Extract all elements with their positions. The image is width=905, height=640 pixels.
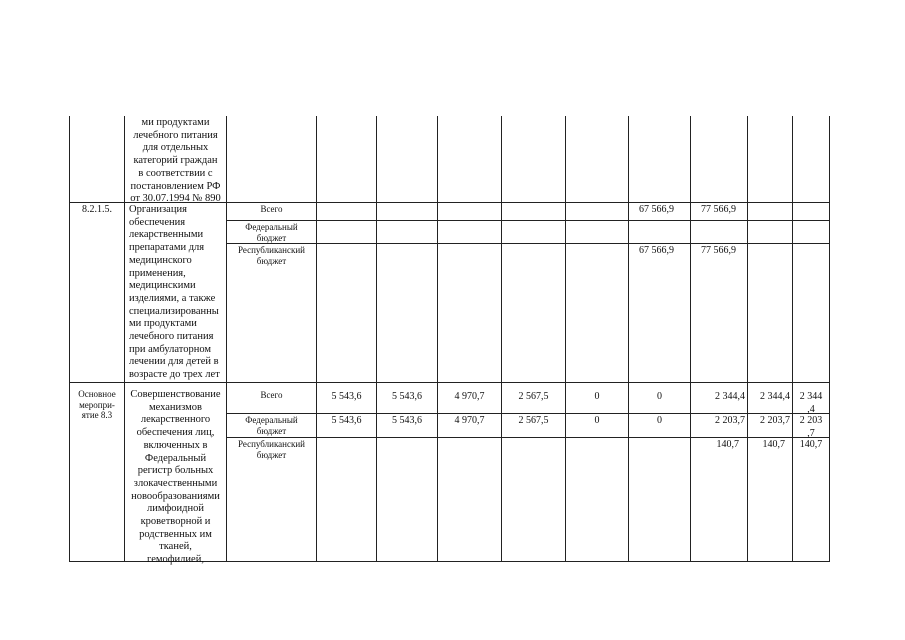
row-1-source-federal: Федеральный бюджет xyxy=(245,222,298,243)
row-1-source-total: Всего xyxy=(260,204,283,214)
row-2-source-republic: Республиканский бюджет xyxy=(237,439,305,460)
table-cell: 5 543,6 xyxy=(331,415,362,426)
table-cell: 140,7 xyxy=(762,439,785,450)
row-2-description: Совершенствование механизмов лекарственного обеспечения лиц, включенных в Федеральный регистр больных злокачественными новообразованиями лимфоидной кроветворной и родственных им тканей, гемофилией, xyxy=(130,389,221,566)
table-cell: 0 xyxy=(594,415,600,426)
table-cell: 2 344,4 xyxy=(715,391,745,402)
table-cell: 140,7 xyxy=(716,439,739,450)
table-cell: 2 203 ,7 xyxy=(799,415,823,439)
row-0-description: ми продуктами лечебного питания для отдельных категорий граждан в соответствии с постановлением РФ от 30.07.1994 № 890 xyxy=(130,117,221,205)
row-1-source-republic: Республиканский бюджет xyxy=(237,245,305,266)
table-cell: 4 970,7 xyxy=(454,391,485,402)
table-cell: 5 543,6 xyxy=(331,391,362,402)
row-2-source-federal: Федеральный бюджет xyxy=(245,415,298,436)
table-cell: 5 543,6 xyxy=(392,391,422,402)
table-cell: 2 567,5 xyxy=(518,415,549,426)
table-cell: 2 344,4 xyxy=(760,391,790,402)
table-cell: 77 566,9 xyxy=(701,204,736,215)
row-2-source-total: Всего xyxy=(260,390,283,400)
table-cell: 2 203,7 xyxy=(715,415,745,426)
table-cell: 2 567,5 xyxy=(518,391,549,402)
row-1-code: 8.2.1.5. xyxy=(82,204,112,215)
table-cell: 2 344 ,4 xyxy=(799,391,823,415)
table-cell: 0 xyxy=(657,415,662,426)
table-cell: 0 xyxy=(657,391,662,402)
row-1-description: Организация обеспечения лекарственными препаратами для медицинского применения, медицинскими изделиями, а также специализированны ми продуктами лечебного питания при амбулаторном лечении для детей в возрасте до трех лет xyxy=(129,204,220,381)
row-2-code: Основное меропри- ятие 8.3 xyxy=(78,389,116,420)
table-cell: 140,7 xyxy=(799,439,823,450)
table-cell: 77 566,9 xyxy=(701,245,736,256)
table-cell: 2 203,7 xyxy=(760,415,790,426)
table-cell: 67 566,9 xyxy=(639,204,674,215)
table-cell: 0 xyxy=(594,391,600,402)
table-cell: 4 970,7 xyxy=(454,415,485,426)
table-cell: 67 566,9 xyxy=(639,245,674,256)
table-cell: 5 543,6 xyxy=(392,415,422,426)
